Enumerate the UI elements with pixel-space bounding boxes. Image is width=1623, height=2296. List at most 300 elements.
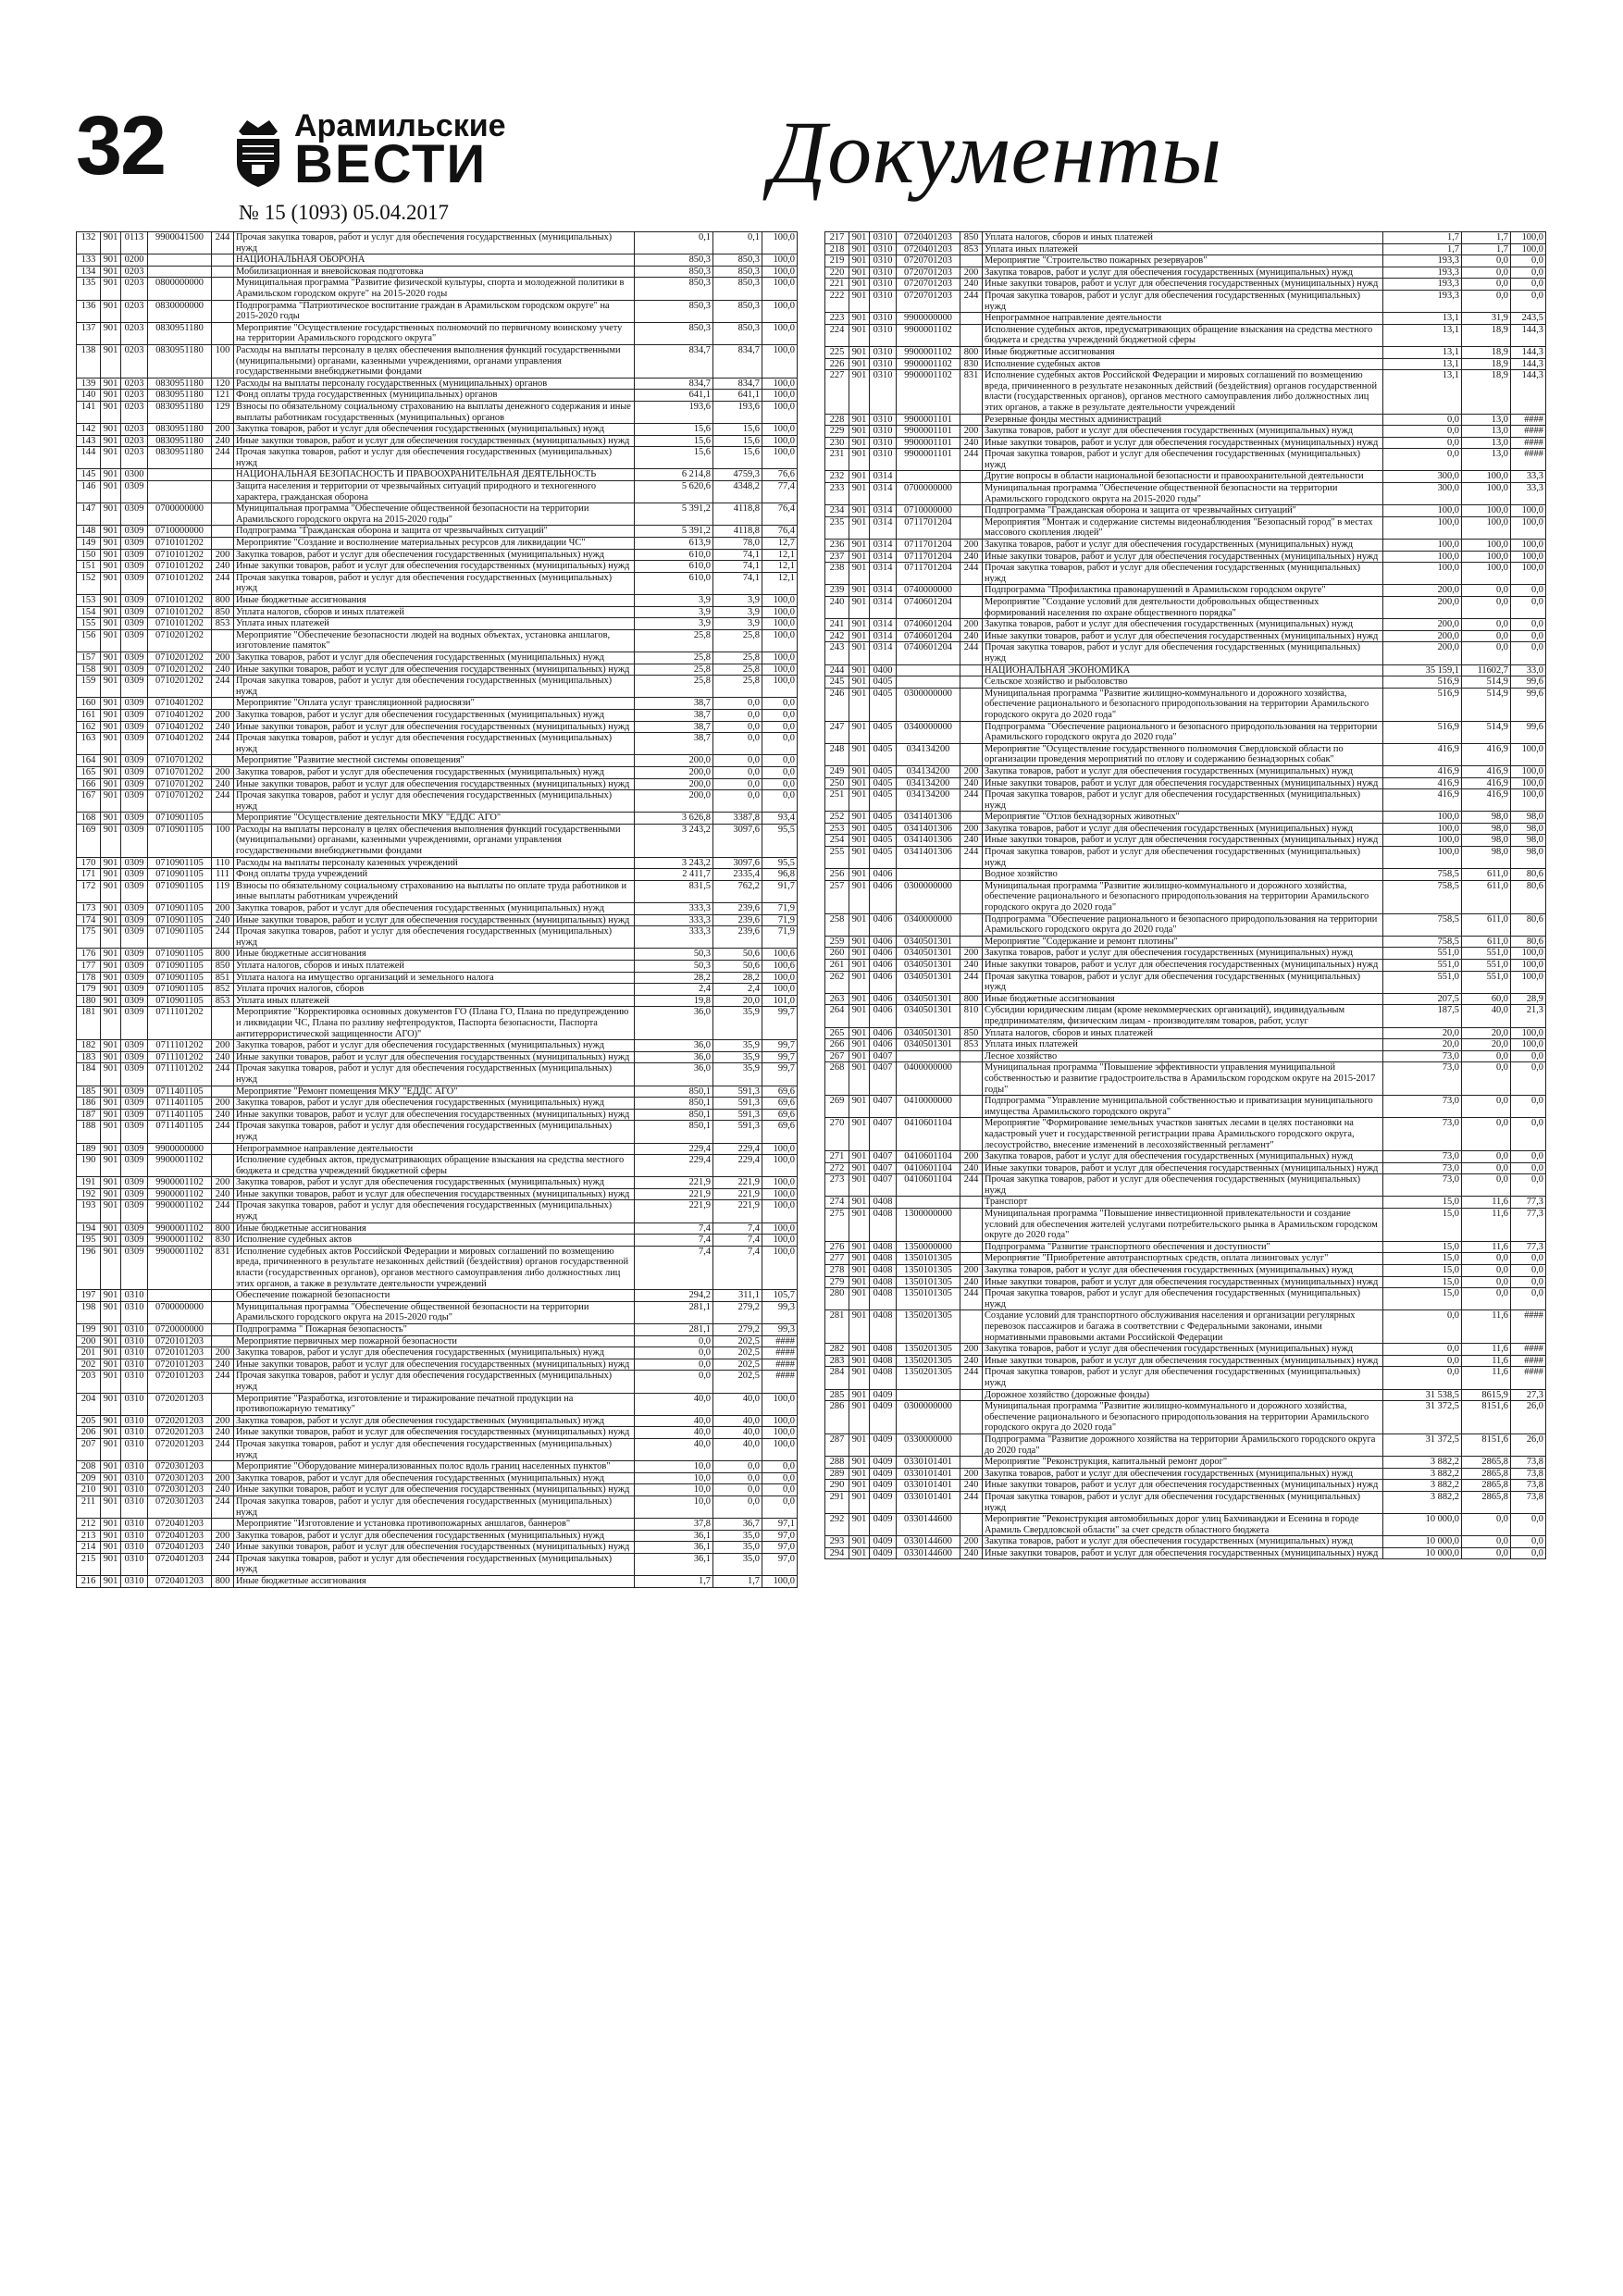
target-article-code: 0720701203 bbox=[897, 255, 960, 267]
execution-percent: 12,7 bbox=[762, 538, 798, 550]
row-number: 155 bbox=[77, 618, 101, 630]
execution-percent: #### bbox=[762, 1371, 798, 1393]
planned-amount: 36,0 bbox=[635, 1051, 713, 1063]
admin-code: 901 bbox=[101, 698, 121, 710]
execution-percent: 0,0 bbox=[1511, 1050, 1546, 1062]
item-name: Прочая закупка товаров, работ и услуг для обеспечения государственных (муниципальных) нужд bbox=[234, 790, 635, 813]
execution-percent: 97,0 bbox=[762, 1553, 798, 1575]
admin-code: 901 bbox=[849, 426, 870, 438]
admin-code: 901 bbox=[101, 1530, 121, 1542]
execution-percent: 243,5 bbox=[1511, 313, 1546, 325]
execution-percent: 100,0 bbox=[762, 984, 798, 996]
item-name: Сельское хозяйство и рыболовство bbox=[983, 676, 1383, 689]
planned-amount: 100,0 bbox=[1383, 516, 1462, 539]
item-name: Исполнение судебных актов Российской Федерации и мировых соглашений по возмещению вреда, причиненного в результате незаконных действий (бездействия) органов государственной власти (государственных органов), органов местного самоуправления либо должностных лиц этих органов, а также в результате деятельности учреждений bbox=[234, 1246, 635, 1289]
executed-amount: 3097,6 bbox=[713, 857, 762, 869]
expense-type-code bbox=[960, 505, 983, 517]
admin-code: 901 bbox=[101, 424, 121, 436]
item-name: Подпрограмма "Профилактика правонарушений в Арамильском городском округе" bbox=[983, 585, 1383, 597]
row-number: 283 bbox=[825, 1355, 849, 1367]
executed-amount: 0,0 bbox=[1462, 1265, 1511, 1277]
item-name: Мероприятие "Оборудование минерализованных полос вдоль границ населенных пунктов" bbox=[234, 1461, 635, 1473]
admin-code: 901 bbox=[849, 346, 870, 358]
table-row bbox=[77, 300, 798, 322]
item-name: Иные закупки товаров, работ и услуг для обеспечения государственных (муниципальных) нужд bbox=[234, 1051, 635, 1063]
planned-amount: 15,0 bbox=[1383, 1276, 1462, 1288]
executed-amount: 35,0 bbox=[713, 1530, 762, 1542]
table-row bbox=[77, 664, 798, 676]
expense-type-code bbox=[960, 913, 983, 936]
item-name: Подпрограмма "Управление муниципальной собственностью и приватизация муниципального имущества Арамильского городского округа" bbox=[983, 1096, 1383, 1118]
admin-code: 901 bbox=[101, 1347, 121, 1359]
execution-percent: #### bbox=[762, 1335, 798, 1347]
item-name: Мероприятие "Оплата услуг трансляционной радиосвязи" bbox=[234, 698, 635, 710]
target-article-code: 9900001101 bbox=[897, 414, 960, 426]
planned-amount: 25,8 bbox=[635, 676, 713, 698]
row-number: 143 bbox=[77, 435, 101, 447]
executed-amount: 3,9 bbox=[713, 595, 762, 607]
executed-amount: 4118,8 bbox=[713, 526, 762, 538]
admin-code: 901 bbox=[849, 688, 870, 721]
section-code: 0310 bbox=[121, 1576, 148, 1588]
item-name: Уплата налогов, сборов и иных платежей bbox=[234, 606, 635, 618]
section-code: 0310 bbox=[121, 1496, 148, 1518]
admin-code: 901 bbox=[849, 243, 870, 255]
admin-code: 901 bbox=[849, 913, 870, 936]
planned-amount: 2,4 bbox=[635, 984, 713, 996]
row-number: 139 bbox=[77, 378, 101, 390]
execution-percent: 100,0 bbox=[762, 322, 798, 344]
planned-amount: 15,0 bbox=[1383, 1241, 1462, 1253]
executed-amount: 591,3 bbox=[713, 1098, 762, 1110]
table-row bbox=[77, 1347, 798, 1359]
admin-code: 901 bbox=[101, 790, 121, 813]
row-number: 162 bbox=[77, 721, 101, 733]
row-number: 218 bbox=[825, 243, 849, 255]
expense-type-code bbox=[960, 585, 983, 597]
expense-type-code: 240 bbox=[212, 1188, 234, 1200]
execution-percent: 100,0 bbox=[1511, 551, 1546, 563]
row-number: 282 bbox=[825, 1344, 849, 1356]
executed-amount: 98,0 bbox=[1462, 847, 1511, 869]
executed-amount: 100,0 bbox=[1462, 540, 1511, 552]
row-number: 248 bbox=[825, 743, 849, 765]
row-number: 288 bbox=[825, 1457, 849, 1469]
row-number: 254 bbox=[825, 835, 849, 847]
item-name: Прочая закупка товаров, работ и услуг для обеспечения государственных (муниципальных) нужд bbox=[983, 789, 1383, 812]
expense-type-code bbox=[960, 597, 983, 619]
planned-amount: 10 000,0 bbox=[1383, 1547, 1462, 1559]
item-name: Мероприятие "Приобретение автотранспортных средств, оплата лизинговых услуг" bbox=[983, 1253, 1383, 1265]
target-article-code: 1350201305 bbox=[897, 1310, 960, 1344]
table-row bbox=[825, 358, 1546, 370]
planned-amount: 100,0 bbox=[1383, 551, 1462, 563]
planned-amount: 28,2 bbox=[635, 972, 713, 984]
section-code: 0203 bbox=[121, 447, 148, 469]
target-article-code: 0830951180 bbox=[148, 344, 212, 378]
item-name: Иные закупки товаров, работ и услуг для обеспечения государственных (муниципальных) нужд bbox=[234, 721, 635, 733]
executed-amount: 416,9 bbox=[1462, 765, 1511, 777]
execution-percent: 80,6 bbox=[1511, 880, 1546, 913]
section-code: 0408 bbox=[870, 1310, 897, 1344]
executed-amount: 74,1 bbox=[713, 572, 762, 594]
item-name: Муниципальная программа "Развитие жилищно-коммунального и дорожного хозяйства, обеспечение рационального и безопасного природопользования на территории Арамильского городского округа до 2020 года" bbox=[983, 1401, 1383, 1434]
table-row bbox=[825, 1401, 1546, 1434]
row-number: 276 bbox=[825, 1241, 849, 1253]
expense-type-code bbox=[212, 1155, 234, 1177]
target-article-code: 0720101203 bbox=[148, 1335, 212, 1347]
section-code: 0300 bbox=[121, 469, 148, 481]
planned-amount: 19,8 bbox=[635, 995, 713, 1007]
expense-type-code: 244 bbox=[212, 733, 234, 755]
admin-code: 901 bbox=[849, 835, 870, 847]
admin-code: 901 bbox=[849, 505, 870, 517]
target-article-code: 0711101202 bbox=[148, 1051, 212, 1063]
executed-amount: 25,8 bbox=[713, 652, 762, 664]
target-article-code: 0700000000 bbox=[148, 503, 212, 526]
admin-code: 901 bbox=[101, 721, 121, 733]
expense-type-code bbox=[960, 471, 983, 483]
target-article-code: 0720701203 bbox=[897, 279, 960, 291]
row-number: 202 bbox=[77, 1359, 101, 1371]
target-article-code: 0340501301 bbox=[897, 1005, 960, 1027]
table-row bbox=[77, 1155, 798, 1177]
section-code: 0314 bbox=[870, 597, 897, 619]
target-article-code: 0300000000 bbox=[897, 688, 960, 721]
expense-type-code: 244 bbox=[960, 1174, 983, 1197]
expense-type-code bbox=[960, 324, 983, 346]
table-row bbox=[825, 1457, 1546, 1469]
table-row bbox=[825, 346, 1546, 358]
expense-type-code bbox=[212, 300, 234, 322]
table-row bbox=[825, 483, 1546, 505]
execution-percent: 100,0 bbox=[762, 232, 798, 254]
item-name: Расходы на выплаты персоналу казенных учреждений bbox=[234, 857, 635, 869]
row-number: 274 bbox=[825, 1197, 849, 1209]
executed-amount: 11,6 bbox=[1462, 1197, 1511, 1209]
executed-amount: 762,2 bbox=[713, 880, 762, 902]
planned-amount: 3,9 bbox=[635, 618, 713, 630]
admin-code: 901 bbox=[101, 232, 121, 254]
section-code: 0309 bbox=[121, 766, 148, 778]
item-name: Уплата прочих налогов, сборов bbox=[234, 984, 635, 996]
table-row bbox=[77, 1040, 798, 1052]
expense-type-code: 850 bbox=[212, 606, 234, 618]
admin-code: 901 bbox=[849, 324, 870, 346]
execution-percent: #### bbox=[762, 1347, 798, 1359]
execution-percent: 71,9 bbox=[762, 914, 798, 926]
item-name: Иные закупки товаров, работ и услуг для обеспечения государственных (муниципальных) нужд bbox=[234, 1188, 635, 1200]
target-article-code: 1350201305 bbox=[897, 1344, 960, 1356]
expense-type-code: 800 bbox=[212, 1576, 234, 1588]
admin-code: 901 bbox=[101, 880, 121, 902]
section-code: 0309 bbox=[121, 561, 148, 573]
planned-amount: 516,9 bbox=[1383, 676, 1462, 689]
table-row bbox=[77, 254, 798, 267]
table-row bbox=[77, 1461, 798, 1473]
planned-amount: 3 243,2 bbox=[635, 857, 713, 869]
executed-amount: 591,3 bbox=[713, 1121, 762, 1143]
executed-amount: 0,0 bbox=[713, 1472, 762, 1484]
admin-code: 901 bbox=[101, 538, 121, 550]
row-number: 171 bbox=[77, 869, 101, 881]
expense-type-code: 800 bbox=[960, 993, 983, 1005]
row-number: 269 bbox=[825, 1096, 849, 1118]
section-code: 0405 bbox=[870, 688, 897, 721]
section-code: 0400 bbox=[870, 664, 897, 676]
planned-amount: 36,0 bbox=[635, 1040, 713, 1052]
planned-amount: 10,0 bbox=[635, 1484, 713, 1496]
item-name: Прочая закупка товаров, работ и услуг для обеспечения государственных (муниципальных) нужд bbox=[234, 1121, 635, 1143]
item-name: Закупка товаров, работ и услуг для обеспечения государственных (муниципальных) нужд bbox=[234, 1415, 635, 1427]
section-code: 0314 bbox=[870, 630, 897, 642]
executed-amount: 611,0 bbox=[1462, 880, 1511, 913]
planned-amount: 36,1 bbox=[635, 1530, 713, 1542]
table-row bbox=[77, 424, 798, 436]
item-name: Лесное хозяйство bbox=[983, 1050, 1383, 1062]
execution-percent: 77,3 bbox=[1511, 1241, 1546, 1253]
admin-code: 901 bbox=[849, 936, 870, 948]
row-number: 160 bbox=[77, 698, 101, 710]
item-name: Иные закупки товаров, работ и услуг для обеспечения государственных (муниципальных) нужд bbox=[983, 437, 1383, 449]
table-row bbox=[77, 755, 798, 767]
execution-percent: 98,0 bbox=[1511, 835, 1546, 847]
execution-percent: 0,0 bbox=[762, 733, 798, 755]
section-code: 0309 bbox=[121, 972, 148, 984]
target-article-code: 0720401203 bbox=[897, 232, 960, 244]
row-number: 166 bbox=[77, 778, 101, 790]
target-article-code bbox=[897, 1389, 960, 1401]
expense-type-code: 831 bbox=[212, 1246, 234, 1289]
executed-amount: 100,0 bbox=[1462, 505, 1511, 517]
section-code: 0309 bbox=[121, 595, 148, 607]
item-name: Мероприятие "Формирование земельных участков занятых лесами в целях постановки на кадастровый учет и государственной регистрации права Арамильского городского округа, лесоустройство, внесение изменений в лесохозяйственный регламент" bbox=[983, 1118, 1383, 1151]
execution-percent: 0,0 bbox=[762, 766, 798, 778]
section-code: 0405 bbox=[870, 765, 897, 777]
expense-type-code: 244 bbox=[212, 1121, 234, 1143]
executed-amount: 18,9 bbox=[1462, 358, 1511, 370]
executed-amount: 193,6 bbox=[713, 401, 762, 423]
table-row bbox=[825, 1241, 1546, 1253]
planned-amount: 10,0 bbox=[635, 1461, 713, 1473]
expense-type-code: 200 bbox=[212, 1347, 234, 1359]
item-name: Прочая закупка товаров, работ и услуг для обеспечения государственных (муниципальных) нужд bbox=[234, 926, 635, 949]
expense-type-code bbox=[212, 469, 234, 481]
section-code: 0309 bbox=[121, 755, 148, 767]
expense-type-code: 244 bbox=[960, 971, 983, 993]
target-article-code bbox=[897, 1050, 960, 1062]
expense-type-code: 240 bbox=[212, 1051, 234, 1063]
admin-code: 901 bbox=[849, 789, 870, 812]
item-name: Муниципальная программа "Обеспечение общественной безопасности на территории Арамильского городского округа на 2015-2020 годы" bbox=[234, 1301, 635, 1323]
section-code: 0406 bbox=[870, 948, 897, 960]
table-row bbox=[77, 1235, 798, 1247]
executed-amount: 1,7 bbox=[713, 1576, 762, 1588]
expense-type-code: 200 bbox=[212, 424, 234, 436]
expense-type-code: 850 bbox=[212, 961, 234, 973]
expense-type-code: 244 bbox=[212, 1496, 234, 1518]
expense-type-code: 240 bbox=[212, 435, 234, 447]
execution-percent: 0,0 bbox=[1511, 1174, 1546, 1197]
row-number: 284 bbox=[825, 1367, 849, 1389]
section-code: 0314 bbox=[870, 642, 897, 664]
section-code: 0405 bbox=[870, 743, 897, 765]
table-row bbox=[77, 766, 798, 778]
table-row bbox=[77, 435, 798, 447]
planned-amount: 5 391,2 bbox=[635, 503, 713, 526]
row-number: 290 bbox=[825, 1480, 849, 1492]
execution-percent: 98,0 bbox=[1511, 812, 1546, 824]
section-code: 0407 bbox=[870, 1151, 897, 1163]
item-name: Расходы на выплаты персоналу в целях обеспечения выполнения функций государственными (муниципальными) органами, казенными учреждениями, органами управления государственными внебюджетными фондами bbox=[234, 344, 635, 378]
admin-code: 901 bbox=[101, 926, 121, 949]
admin-code: 901 bbox=[849, 1536, 870, 1548]
item-name: Прочая закупка товаров, работ и услуг для обеспечения государственных (муниципальных) нужд bbox=[234, 1496, 635, 1518]
item-name: Закупка товаров, работ и услуг для обеспечения государственных (муниципальных) нужд bbox=[234, 1040, 635, 1052]
target-article-code: 0340501301 bbox=[897, 971, 960, 993]
row-number: 287 bbox=[825, 1433, 849, 1456]
planned-amount: 0,0 bbox=[1383, 449, 1462, 471]
item-name: Прочая закупка товаров, работ и услуг для обеспечения государственных (муниципальных) нужд bbox=[983, 1174, 1383, 1197]
section-code: 0314 bbox=[870, 471, 897, 483]
section-code: 0310 bbox=[121, 1371, 148, 1393]
executed-amount: 591,3 bbox=[713, 1109, 762, 1121]
planned-amount: 610,0 bbox=[635, 561, 713, 573]
expense-type-code: 200 bbox=[960, 1536, 983, 1548]
execution-percent: 0,0 bbox=[762, 1461, 798, 1473]
admin-code: 901 bbox=[849, 471, 870, 483]
planned-amount: 15,0 bbox=[1383, 1253, 1462, 1265]
expense-type-code: 200 bbox=[960, 1151, 983, 1163]
execution-percent: 80,6 bbox=[1511, 936, 1546, 948]
admin-code: 901 bbox=[849, 1514, 870, 1536]
planned-amount: 73,0 bbox=[1383, 1096, 1462, 1118]
executed-amount: 221,9 bbox=[713, 1177, 762, 1189]
expense-type-code bbox=[212, 1086, 234, 1098]
target-article-code bbox=[148, 1290, 212, 1302]
planned-amount: 850,3 bbox=[635, 278, 713, 300]
admin-code: 901 bbox=[849, 676, 870, 689]
table-row bbox=[825, 1514, 1546, 1536]
executed-amount: 74,1 bbox=[713, 549, 762, 561]
planned-amount: 13,1 bbox=[1383, 313, 1462, 325]
execution-percent: 100,0 bbox=[762, 1246, 798, 1289]
admin-code: 901 bbox=[849, 993, 870, 1005]
item-name: Закупка товаров, работ и услуг для обеспечения государственных (муниципальных) нужд bbox=[983, 1265, 1383, 1277]
item-name: Водное хозяйство bbox=[983, 869, 1383, 881]
section-code: 0309 bbox=[121, 606, 148, 618]
issue-number-date: № 15 (1093) 05.04.2017 bbox=[239, 201, 450, 224]
admin-code: 901 bbox=[101, 278, 121, 300]
section-code: 0310 bbox=[870, 279, 897, 291]
expense-type-code: 240 bbox=[212, 1427, 234, 1439]
admin-code: 901 bbox=[101, 857, 121, 869]
row-number: 278 bbox=[825, 1265, 849, 1277]
planned-amount: 3,9 bbox=[635, 606, 713, 618]
target-article-code: 0830951180 bbox=[148, 401, 212, 423]
admin-code: 901 bbox=[849, 232, 870, 244]
execution-percent: 100,0 bbox=[762, 401, 798, 423]
admin-code: 901 bbox=[101, 778, 121, 790]
planned-amount: 73,0 bbox=[1383, 1050, 1462, 1062]
item-name: Прочая закупка товаров, работ и услуг для обеспечения государственных (муниципальных) нужд bbox=[234, 1200, 635, 1222]
executed-amount: 0,0 bbox=[713, 790, 762, 813]
row-number: 201 bbox=[77, 1347, 101, 1359]
planned-amount: 193,3 bbox=[1383, 267, 1462, 279]
executed-amount: 0,1 bbox=[713, 232, 762, 254]
table-row bbox=[825, 789, 1546, 812]
execution-percent: 69,6 bbox=[762, 1086, 798, 1098]
section-code: 0203 bbox=[121, 401, 148, 423]
executed-amount: 4759,3 bbox=[713, 469, 762, 481]
section-code: 0309 bbox=[121, 1188, 148, 1200]
expense-type-code bbox=[960, 414, 983, 426]
section-code: 0310 bbox=[870, 426, 897, 438]
executed-amount: 35,9 bbox=[713, 1007, 762, 1040]
item-name: Закупка товаров, работ и услуг для обеспечения государственных (муниципальных) нужд bbox=[983, 426, 1383, 438]
executed-amount: 0,0 bbox=[1462, 1151, 1511, 1163]
table-row bbox=[825, 642, 1546, 664]
admin-code: 901 bbox=[101, 664, 121, 676]
item-name: Иные закупки товаров, работ и услуг для обеспечения государственных (муниципальных) нужд bbox=[983, 1547, 1383, 1559]
item-name: Подпрограмма "Развитие транспортного обеспечения и доступности" bbox=[983, 1241, 1383, 1253]
execution-percent: 100,0 bbox=[762, 1438, 798, 1460]
execution-percent: 12,1 bbox=[762, 561, 798, 573]
item-name: Иные бюджетные ассигнования bbox=[983, 993, 1383, 1005]
expense-type-code: 244 bbox=[960, 642, 983, 664]
executed-amount: 551,0 bbox=[1462, 960, 1511, 972]
expense-type-code: 853 bbox=[212, 618, 234, 630]
table-row bbox=[825, 551, 1546, 563]
target-article-code: 0710101202 bbox=[148, 549, 212, 561]
admin-code: 901 bbox=[101, 824, 121, 857]
table-row bbox=[825, 471, 1546, 483]
table-row bbox=[77, 721, 798, 733]
expense-type-code bbox=[212, 698, 234, 710]
item-name: Закупка товаров, работ и услуг для обеспечения государственных (муниципальных) нужд bbox=[234, 709, 635, 721]
target-article-code: 0710901105 bbox=[148, 972, 212, 984]
item-name: Подпрограмма "Обеспечение рационального и безопасного природопользования на территории Арамильского городского округа до 2020 года" bbox=[983, 721, 1383, 743]
planned-amount: 100,0 bbox=[1383, 505, 1462, 517]
target-article-code: 0341401306 bbox=[897, 835, 960, 847]
section-code: 0408 bbox=[870, 1253, 897, 1265]
target-article-code: 0710901105 bbox=[148, 813, 212, 825]
execution-percent: 100,6 bbox=[762, 949, 798, 961]
item-name: Мероприятие "Корректировка основных документов ГО (Плана ГО, Плана по предупреждению и ликвидации ЧС, Плана по разливу нефтепродуктов, Паспорта безопасности, Паспорта антитеррористической защищенности АГО)" bbox=[234, 1007, 635, 1040]
row-number: 179 bbox=[77, 984, 101, 996]
admin-code: 901 bbox=[849, 948, 870, 960]
table-row bbox=[77, 1576, 798, 1588]
target-article-code: 0410601104 bbox=[897, 1174, 960, 1197]
row-number: 164 bbox=[77, 755, 101, 767]
expense-type-code bbox=[960, 1389, 983, 1401]
executed-amount: 0,0 bbox=[1462, 1118, 1511, 1151]
planned-amount: 758,5 bbox=[1383, 936, 1462, 948]
expense-type-code bbox=[212, 1461, 234, 1473]
expense-type-code bbox=[212, 1335, 234, 1347]
admin-code: 901 bbox=[101, 1222, 121, 1235]
table-row bbox=[825, 563, 1546, 585]
executed-amount: 11602,7 bbox=[1462, 664, 1511, 676]
section-code: 0309 bbox=[121, 1098, 148, 1110]
row-number: 213 bbox=[77, 1530, 101, 1542]
admin-code: 901 bbox=[101, 972, 121, 984]
table-row bbox=[77, 469, 798, 481]
target-article-code: 1350101305 bbox=[897, 1253, 960, 1265]
item-name: Прочая закупка товаров, работ и услуг для обеспечения государственных (муниципальных) нужд bbox=[234, 572, 635, 594]
executed-amount: 35,0 bbox=[713, 1542, 762, 1554]
execution-percent: 71,9 bbox=[762, 926, 798, 949]
